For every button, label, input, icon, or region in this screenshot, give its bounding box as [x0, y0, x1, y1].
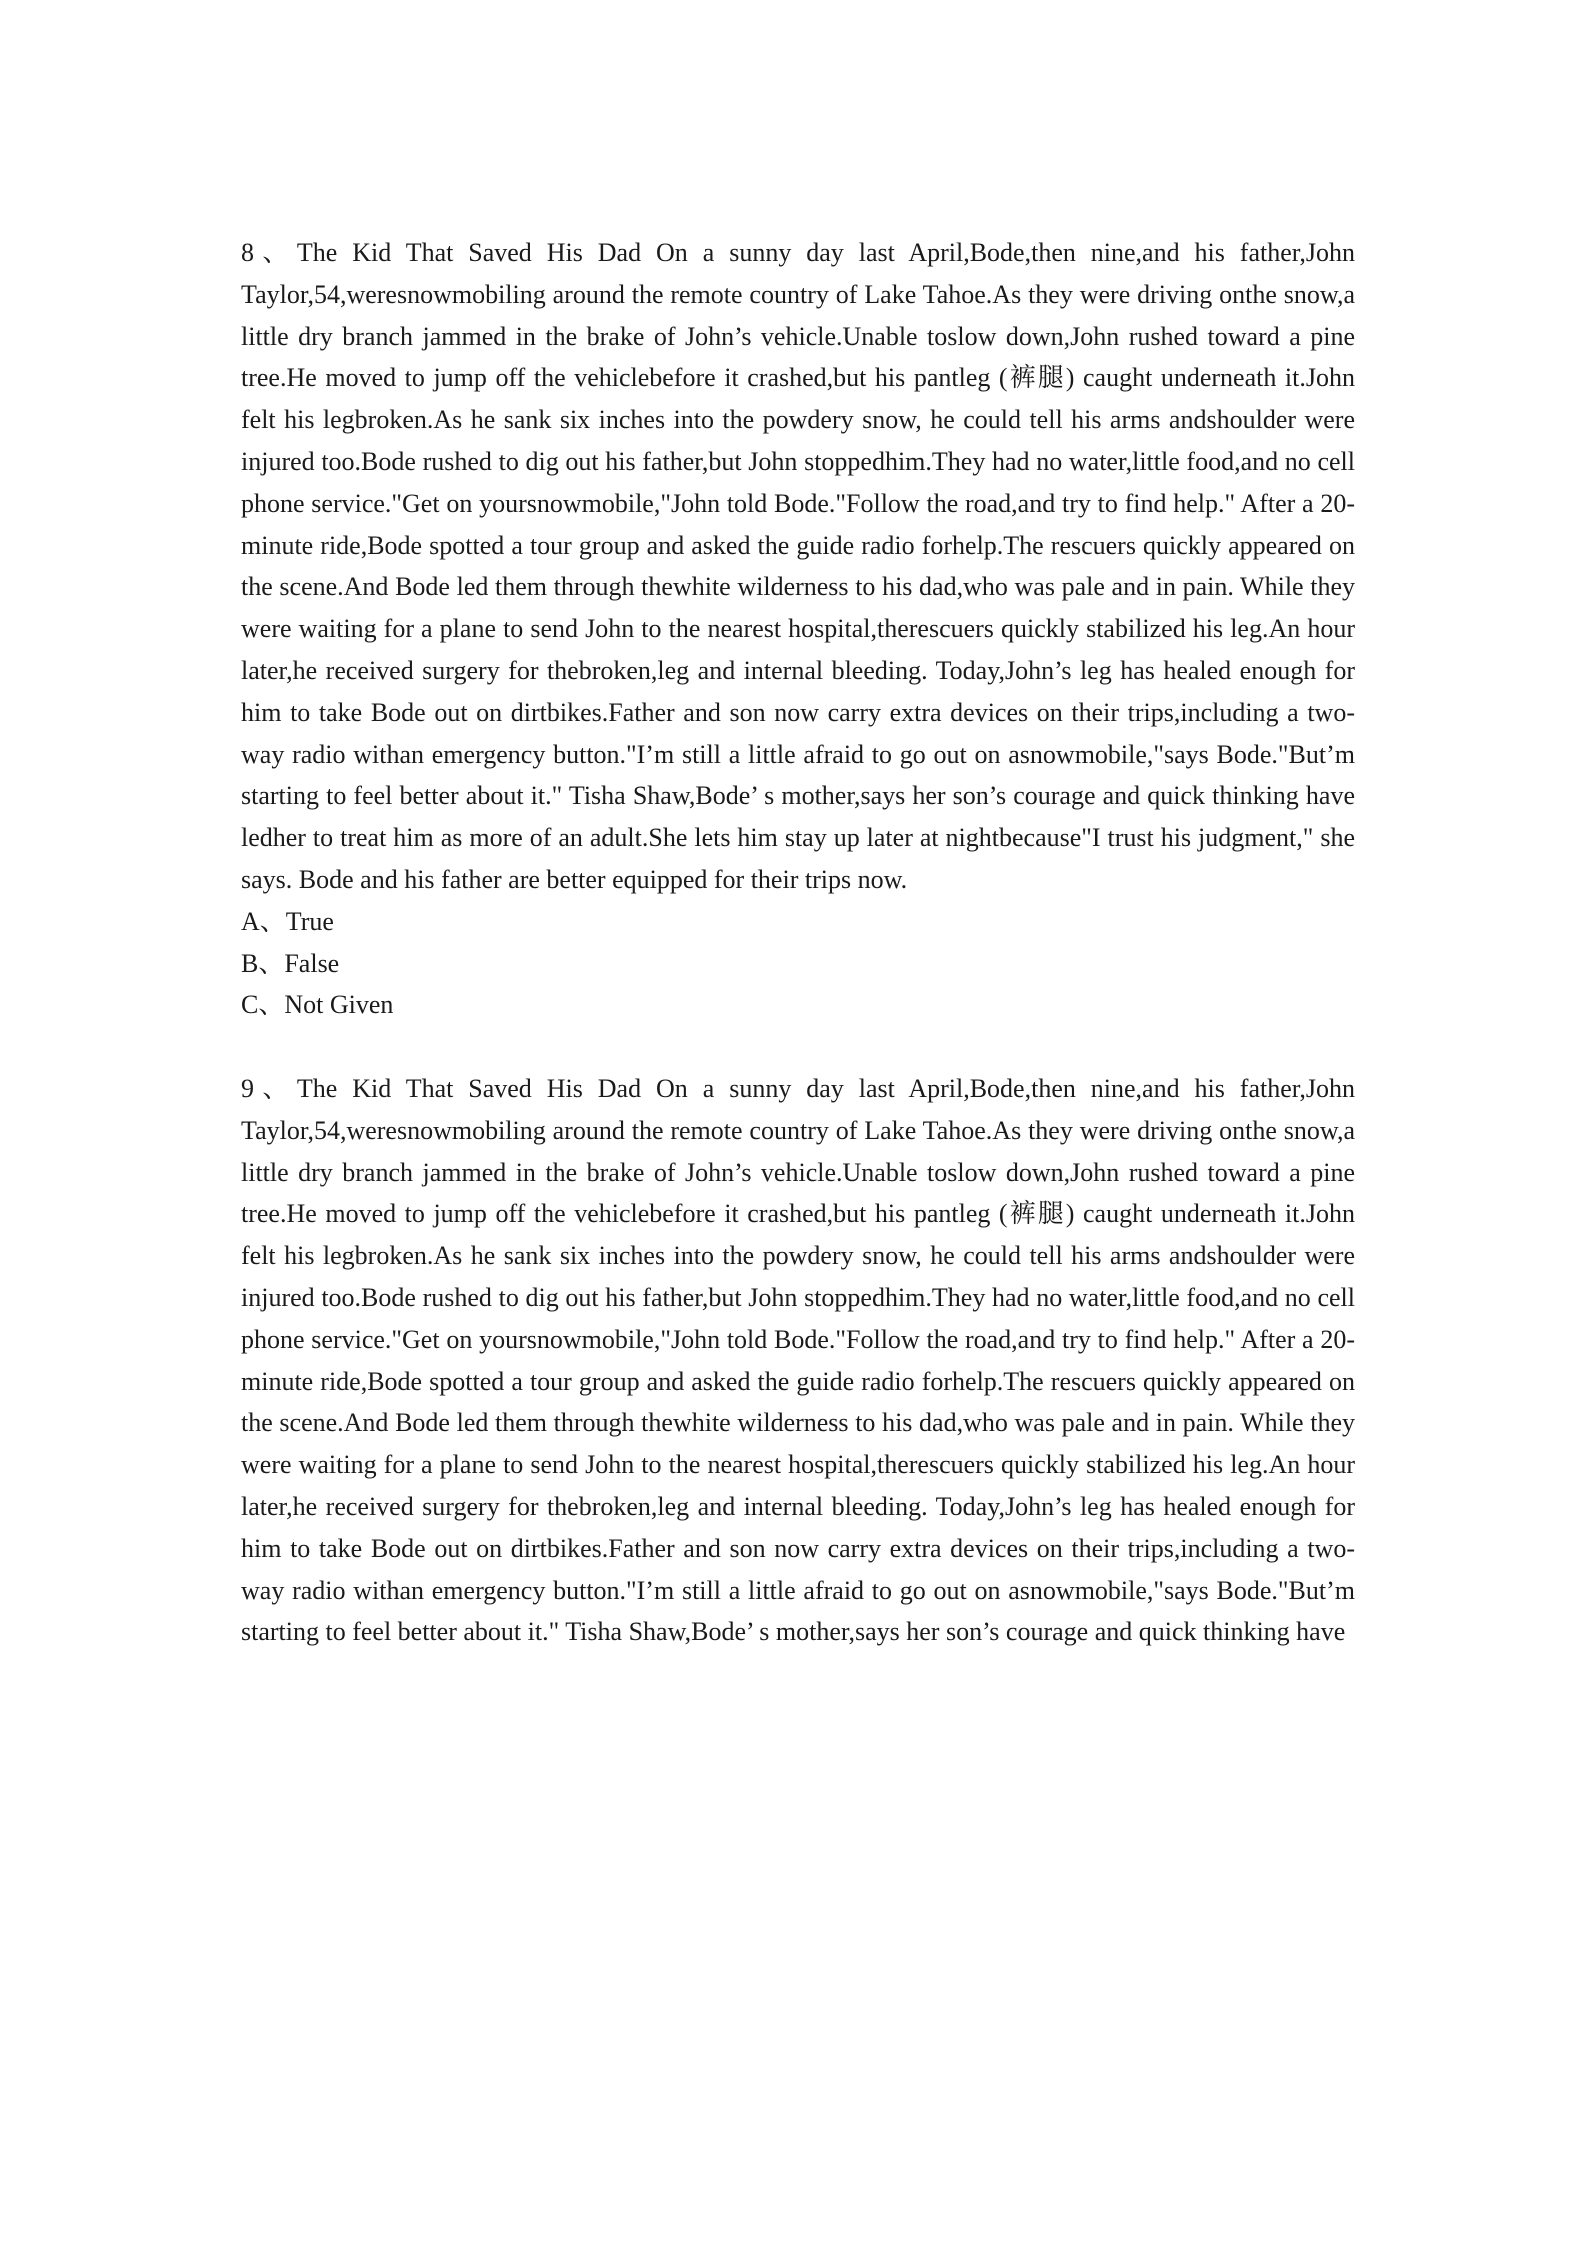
- question-text: The Kid That Saved His Dad On a sunny day last April,Bode,then nine,and his father,John Taylor,54,weresnowmobiling around the remote country of Lake Tahoe.As they were driving onthe snow,a little dry branch jammed in the brake of John’s vehicle.Unable toslow down,John rushed toward a pine tree.He moved to jump off the vehiclebefore it crashed,but his pantleg (裤腿) caught underneath it.John felt his legbroken.As he sank six inches into the powdery snow, he could tell his arms andshoulder were injured too.Bode rushed to dig out his father,but John stoppedhim.They had no water,little food,and no cell phone service."Get on yoursnowmobile,"John told Bode."Follow the road,and try to find help." After a 20-minute ride,Bode spotted a tour group and asked the guide radio forhelp.The rescuers quickly appeared on the scene.And Bode led them through thewhite wilderness to his dad,who was pale and in pain. While they were waiting for a plane to send John to the nearest hospital,therescuers quickly stabilized his leg.An hour later,he received surgery for thebroken,leg and internal bleeding. Today,John’s leg has healed enough for him to take Bode out on dirtbikes.Father and son now carry extra devices on their trips,including a two-way radio withan emergency button."I’m still a little afraid to go out on asnowmobile,"says Bode."But’m starting to feel better about it." Tisha Shaw,Bode’ s mother,says her son’s courage and quick thinking have: [241, 1073, 1355, 1647]
- option-c: C、Not Given: [241, 990, 394, 1020]
- question-stem: [241, 1068, 1355, 1653]
- question-text: The Kid That Saved His Dad On a sunny day last April,Bode,then nine,and his father,John Taylor,54,weresnowmobiling around the remote country of Lake Tahoe.As they were driving onthe snow,a little dry branch jammed in the brake of John’s vehicle.Unable toslow down,John rushed toward a pine tree.He moved to jump off the vehiclebefore it crashed,but his pantleg (裤腿) caught underneath it.John felt his legbroken.As he sank six inches into the powdery snow, he could tell his arms andshoulder were injured too.Bode rushed to dig out his father,but John stoppedhim.They had no water,little food,and no cell phone service."Get on yoursnowmobile,"John told Bode."Follow the road,and try to find help." After a 20-minute ride,Bode spotted a tour group and asked the guide radio forhelp.The rescuers quickly appeared on the scene.And Bode led them through thewhite wilderness to his dad,who was pale and in pain. While they were waiting for a plane to send John to the nearest hospital,therescuers quickly stabilized his leg.An hour later,he received surgery for thebroken,leg and internal bleeding. Today,John’s leg has healed enough for him to take Bode out on dirtbikes.Father and son now carry extra devices on their trips,including a two-way radio withan emergency button."I’m still a little afraid to go out on asnowmobile,"says Bode."But’m starting to feel better about it." Tisha Shaw,Bode’ s mother,says her son’s courage and quick thinking have ledher to treat him as more of an adult.She lets him stay up later at nightbecause"I trust his judgment," she says. Bode and his father are better equipped for their trips now.: [241, 238, 1355, 894]
- answer-options: [241, 901, 1355, 1026]
- option-a: A、True: [241, 906, 334, 936]
- page-content: [241, 232, 1355, 1653]
- question-8: [241, 232, 1355, 1026]
- option-b: B、False: [241, 948, 340, 978]
- question-9: [241, 1068, 1355, 1653]
- question-stem: [241, 232, 1355, 901]
- question-spacer: [241, 1026, 1355, 1068]
- question-number: 8、: [241, 238, 297, 267]
- question-number: 9、: [241, 1073, 297, 1103]
